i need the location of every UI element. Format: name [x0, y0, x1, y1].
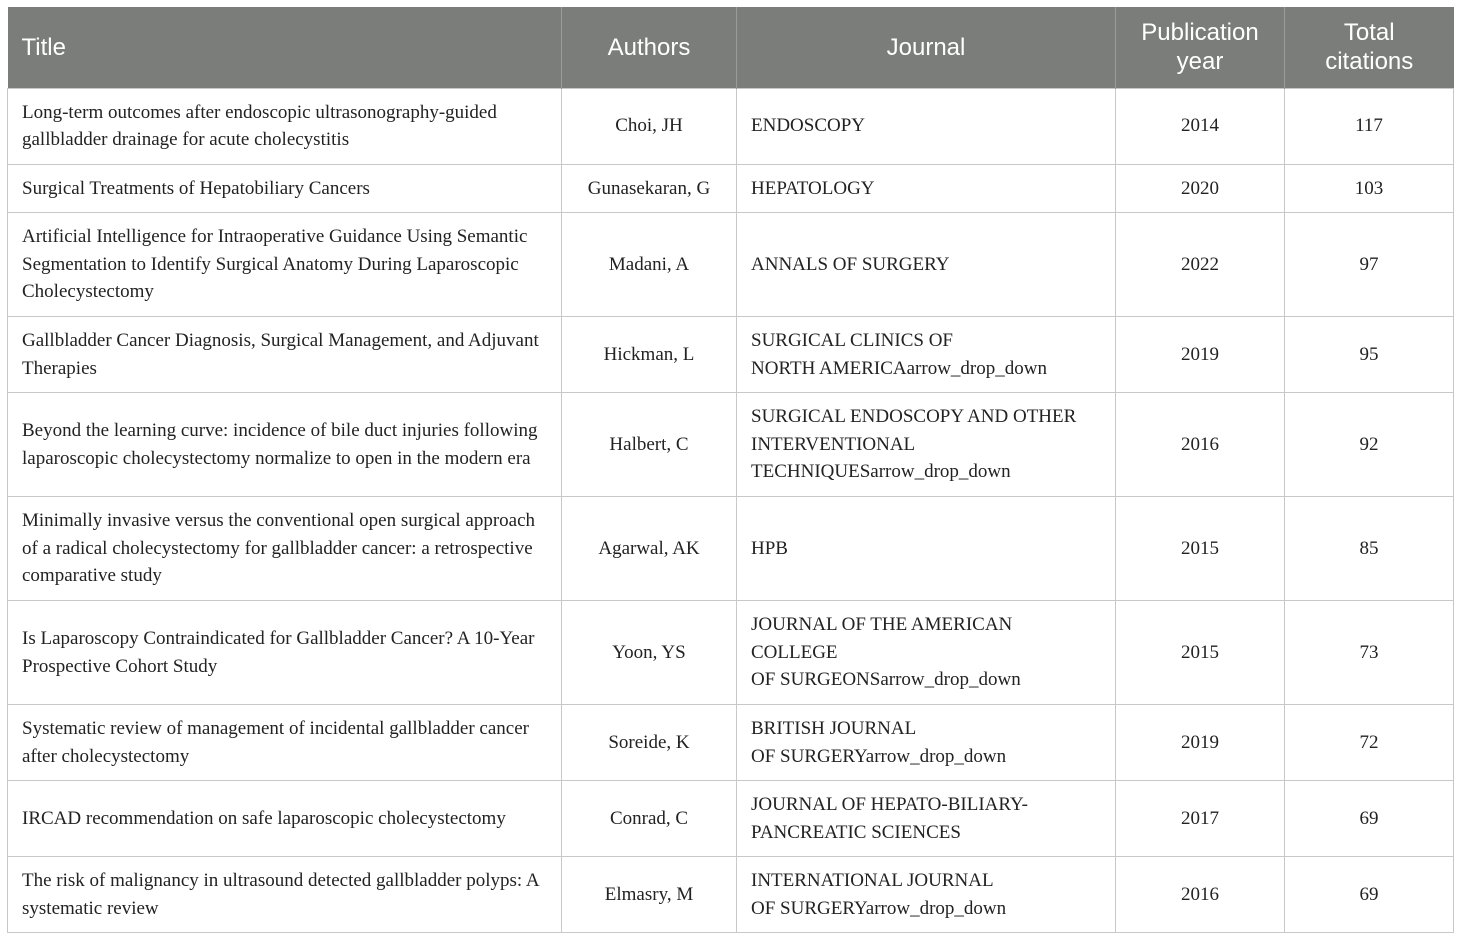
journal-line: HPB: [751, 537, 788, 559]
cell-publication-year: 2016: [1116, 857, 1285, 933]
cell-authors: Halbert, C: [562, 393, 737, 497]
journal-line: PANCREATIC SCIENCES: [751, 821, 961, 843]
cell-journal: [737, 164, 1116, 213]
header-publication-year: Publication year: [1116, 7, 1285, 88]
cell-publication-year: 2019: [1116, 705, 1285, 781]
journal-line: JOURNAL OF HEPATO-BILIARY-: [751, 794, 1028, 815]
table-body: [8, 88, 1454, 933]
cell-title: Beyond the learning curve: incidence of bile duct injuries following laparoscopic cholecystectomy normalize to open in the modern era: [8, 393, 562, 497]
cell-authors: Hickman, L: [562, 317, 737, 393]
table-header: [8, 7, 1454, 88]
journal-line: INTERVENTIONAL: [751, 433, 916, 455]
header-total-citations: Total citations: [1285, 7, 1454, 88]
table-row: [8, 393, 1454, 497]
cell-authors: Gunasekaran, G: [562, 164, 737, 213]
table-row: [8, 88, 1454, 164]
table-row: [8, 601, 1454, 705]
journal-line: SURGICAL ENDOSCOPY AND OTHER: [751, 406, 1077, 428]
table-row: [8, 497, 1454, 601]
cell-total-citations: 72: [1285, 705, 1454, 781]
cell-title: Is Laparoscopy Contraindicated for Gallbladder Cancer? A 10-Year Prospective Cohort Study: [8, 601, 562, 705]
cell-title: Long-term outcomes after endoscopic ultrasonography-guided gallbladder drainage for acute cholecystitis: [8, 88, 562, 164]
cell-journal: [737, 781, 1116, 857]
cell-title: Artificial Intelligence for Intraoperative Guidance Using Semantic Segmentation to Identify Surgical Anatomy During Laparoscopic Cholecystectomy: [8, 213, 562, 317]
cell-title: Minimally invasive versus the conventional open surgical approach of a radical cholecystectomy for gallbladder cancer: a retrospective comparative study: [8, 497, 562, 601]
cell-authors: Yoon, YS: [562, 601, 737, 705]
journal-line: OF SURGEONSarrow_drop_down: [751, 669, 1021, 691]
journal-line: OF SURGERYarrow_drop_down: [751, 745, 1007, 767]
cell-total-citations: 95: [1285, 317, 1454, 393]
cell-publication-year: 2019: [1116, 317, 1285, 393]
cell-total-citations: 85: [1285, 497, 1454, 601]
table-row: [8, 857, 1454, 933]
cell-journal: [737, 317, 1116, 393]
journal-line: BRITISH JOURNAL: [751, 718, 917, 739]
cell-journal: [737, 705, 1116, 781]
cell-title: The risk of malignancy in ultrasound detected gallbladder polyps: A systematic review: [8, 857, 562, 933]
cell-title: IRCAD recommendation on safe laparoscopic cholecystectomy: [8, 781, 562, 857]
journal-line: NORTH AMERICAarrow_drop_down: [751, 357, 1047, 379]
cell-total-citations: 69: [1285, 857, 1454, 933]
journal-line: ENDOSCOPY: [751, 115, 866, 137]
table-row: [8, 317, 1454, 393]
cell-publication-year: 2020: [1116, 164, 1285, 213]
journal-line: INTERNATIONAL JOURNAL: [751, 870, 994, 891]
cell-authors: Conrad, C: [562, 781, 737, 857]
cell-publication-year: 2015: [1116, 497, 1285, 601]
journal-line: JOURNAL OF THE AMERICAN: [751, 614, 1013, 636]
publications-table: [7, 7, 1454, 933]
cell-authors: Madani, A: [562, 213, 737, 317]
cell-publication-year: 2017: [1116, 781, 1285, 857]
cell-journal: [737, 497, 1116, 601]
header-authors: Authors: [562, 7, 737, 88]
cell-total-citations: 69: [1285, 781, 1454, 857]
table-row: [8, 164, 1454, 213]
journal-line: TECHNIQUESarrow_drop_down: [751, 461, 1011, 483]
table-row: [8, 705, 1454, 781]
cell-total-citations: 92: [1285, 393, 1454, 497]
cell-total-citations: 97: [1285, 213, 1454, 317]
journal-line: HEPATOLOGY: [751, 177, 875, 199]
cell-authors: Soreide, K: [562, 705, 737, 781]
journal-line: SURGICAL CLINICS OF: [751, 330, 953, 351]
cell-title: Systematic review of management of incidental gallbladder cancer after cholecystectomy: [8, 705, 562, 781]
table-row: [8, 781, 1454, 857]
journal-line: ANNALS OF SURGERY: [751, 253, 950, 275]
journal-line: OF SURGERYarrow_drop_down: [751, 897, 1007, 919]
cell-journal: [737, 213, 1116, 317]
journal-line: COLLEGE: [751, 641, 838, 663]
cell-journal: [737, 393, 1116, 497]
cell-authors: Elmasry, M: [562, 857, 737, 933]
table-row: [8, 213, 1454, 317]
cell-authors: Agarwal, AK: [562, 497, 737, 601]
cell-total-citations: 117: [1285, 88, 1454, 164]
header-row: [8, 7, 1454, 88]
cell-title: Gallbladder Cancer Diagnosis, Surgical Management, and Adjuvant Therapies: [8, 317, 562, 393]
header-journal: Journal: [737, 7, 1116, 88]
cell-title: Surgical Treatments of Hepatobiliary Cancers: [8, 164, 562, 213]
cell-total-citations: 73: [1285, 601, 1454, 705]
publications-table-container: [7, 7, 1453, 933]
header-title: Title: [8, 7, 562, 88]
cell-authors: Choi, JH: [562, 88, 737, 164]
cell-publication-year: 2015: [1116, 601, 1285, 705]
cell-publication-year: 2022: [1116, 213, 1285, 317]
cell-journal: [737, 601, 1116, 705]
cell-total-citations: 103: [1285, 164, 1454, 213]
cell-publication-year: 2014: [1116, 88, 1285, 164]
cell-publication-year: 2016: [1116, 393, 1285, 497]
cell-journal: [737, 88, 1116, 164]
cell-journal: [737, 857, 1116, 933]
